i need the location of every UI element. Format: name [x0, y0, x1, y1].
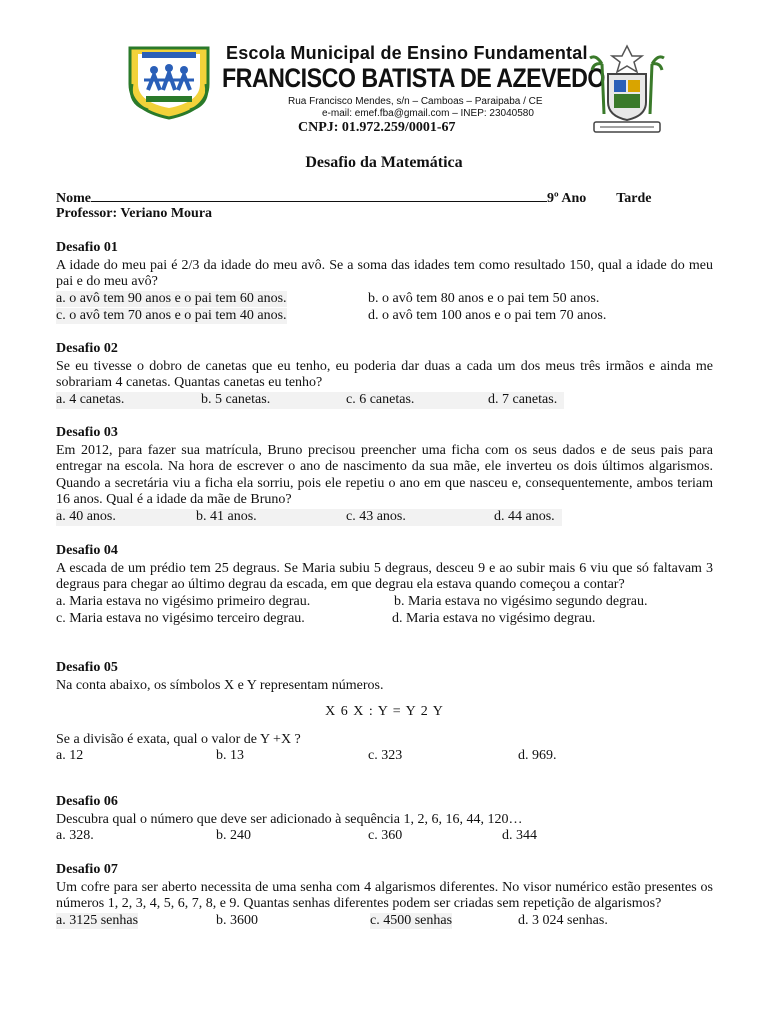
option-c[interactable]: c. 43 anos.	[346, 508, 406, 524]
name-label: Nome	[56, 191, 91, 206]
challenge-01	[56, 240, 713, 325]
option-a[interactable]: a. o avô tem 90 anos e o pai tem 60 anos.	[56, 290, 287, 306]
option-d[interactable]: d. 44 anos.	[494, 508, 555, 524]
city-coat-of-arms-icon	[588, 44, 666, 136]
option-d[interactable]: d. o avô tem 100 anos e o pai tem 70 anos.	[368, 307, 607, 323]
option-d[interactable]: d. 7 canetas.	[488, 391, 558, 407]
option-d[interactable]: d. 969.	[518, 748, 557, 763]
school-header	[0, 40, 768, 140]
period-label: Tarde	[616, 191, 652, 206]
challenge-05	[56, 660, 713, 765]
option-b[interactable]: b. 5 canetas.	[201, 391, 271, 407]
option-a[interactable]: a. 4 canetas.	[56, 391, 125, 407]
school-logo-icon	[124, 44, 214, 120]
school-name: Escola Municipal de Ensino Fundamental	[226, 43, 588, 63]
option-a[interactable]: a. 12	[56, 748, 84, 763]
challenge-title: Desafio 07	[56, 862, 118, 877]
challenge-03	[56, 425, 713, 526]
option-c[interactable]: c. Maria estava no vigésimo terceiro degrau.	[56, 610, 305, 626]
option-b[interactable]: b. 3600	[216, 912, 258, 928]
option-a[interactable]: a. Maria estava no vigésimo primeiro degrau.	[56, 593, 311, 609]
school-title: FRANCISCO BATISTA DE AZEVEDO	[222, 63, 605, 93]
option-c[interactable]: c. 360	[368, 828, 403, 843]
challenge-title: Desafio 06	[56, 794, 118, 809]
options-row	[56, 392, 564, 409]
options-row	[56, 748, 713, 765]
challenge-text: Descubra qual o número que deve ser adicionado à sequência 1, 2, 6, 16, 44, 120…	[56, 811, 523, 827]
challenge-04	[56, 543, 713, 628]
challenge-question: Se a divisão é exata, qual o valor de Y +X ?	[56, 731, 301, 747]
option-c[interactable]: c. 4500 senhas	[370, 912, 453, 928]
option-c[interactable]: c. 323	[368, 748, 403, 763]
option-d[interactable]: d. Maria estava no vigésimo degrau.	[392, 610, 596, 626]
option-d[interactable]: d. 344	[502, 828, 537, 843]
challenge-text: Na conta abaixo, os símbolos X e Y representam números.	[56, 677, 384, 693]
options-row	[56, 308, 713, 325]
cnpj: CNPJ: 01.972.259/0001-67	[298, 120, 456, 135]
challenge-text: A idade do meu pai é 2/3 da idade do meu avô. Se a soma das idades tem como resultado 150, qual a idade do meu pai e do meu avô?	[56, 257, 713, 289]
challenge-07	[56, 862, 713, 930]
challenge-title: Desafio 05	[56, 660, 118, 675]
option-a[interactable]: a. 40 anos.	[56, 508, 116, 524]
option-b[interactable]: b. 240	[216, 828, 251, 843]
school-address: Rua Francisco Mendes, s/n – Camboas – Paraipaba / CE	[288, 96, 543, 107]
options-row	[56, 611, 713, 628]
challenge-title: Desafio 04	[56, 543, 118, 558]
student-info-line	[56, 189, 696, 207]
option-c[interactable]: c. o avô tem 70 anos e o pai tem 40 anos.	[56, 307, 287, 323]
options-row	[56, 594, 713, 611]
challenge-title: Desafio 02	[56, 341, 118, 356]
option-b[interactable]: b. o avô tem 80 anos e o pai tem 50 anos.	[368, 290, 600, 306]
option-c[interactable]: c. 6 canetas.	[346, 391, 415, 407]
options-row	[56, 828, 713, 845]
option-b[interactable]: b. Maria estava no vigésimo segundo degrau.	[394, 593, 648, 609]
challenge-text: Um cofre para ser aberto necessita de uma senha com 4 algarismos diferentes. No visor numérico estão presentes os números 1, 2, 3, 4, 5, 6, 7, 8, e 9. Quantas senhas diferentes podem ser criadas sem repetição de algarismos?	[56, 879, 713, 911]
grade-label: 9º Ano	[547, 191, 587, 206]
challenge-title: Desafio 03	[56, 425, 118, 440]
name-field[interactable]	[91, 189, 547, 202]
option-a[interactable]: a. 3125 senhas	[56, 912, 139, 928]
school-contact: e-mail: emef.fba@gmail.com – INEP: 23040580	[322, 108, 534, 119]
option-b[interactable]: b. 13	[216, 748, 244, 763]
formula: X 6 X : Y = Y 2 Y	[325, 704, 444, 719]
options-row	[56, 913, 713, 930]
challenge-text: Se eu tivesse o dobro de canetas que eu tenho, eu poderia dar duas a cada um dos meus três irmãos e ainda me sobrariam 4 canetas. Quantas canetas eu tenho?	[56, 358, 713, 390]
challenge-text: Em 2012, para fazer sua matrícula, Bruno precisou preencher uma ficha com os seus dados e de seus pais para entregar na escola. Na hora de escrever o ano de nascimento da sua mãe, ele inverteu os dois últimos algarismos. Quando a secretária viu a ficha ela sorriu, pois ele repetiu o ano em que nasceu e, consequentemente, ambos teriam 16 anos. Qual é a idade da mãe de Bruno?	[56, 442, 713, 507]
challenge-text: A escada de um prédio tem 25 degraus. Se Maria subiu 5 degraus, desceu 9 e ao subir mais 6 viu que só faltavam 3 degraus para chegar ao último degrau da escada, em que degrau ela estava quando começou a contar?	[56, 560, 713, 592]
options-row	[56, 509, 562, 526]
document-title: Desafio da Matemática	[305, 154, 463, 171]
options-row	[56, 291, 713, 308]
challenge-title: Desafio 01	[56, 240, 118, 255]
challenge-02	[56, 341, 713, 409]
option-a[interactable]: a. 328.	[56, 828, 94, 843]
teacher-label: Professor: Veriano Moura	[56, 206, 213, 221]
challenge-06	[56, 794, 713, 845]
option-b[interactable]: b. 41 anos.	[196, 508, 257, 524]
option-d[interactable]: d. 3 024 senhas.	[518, 912, 608, 928]
